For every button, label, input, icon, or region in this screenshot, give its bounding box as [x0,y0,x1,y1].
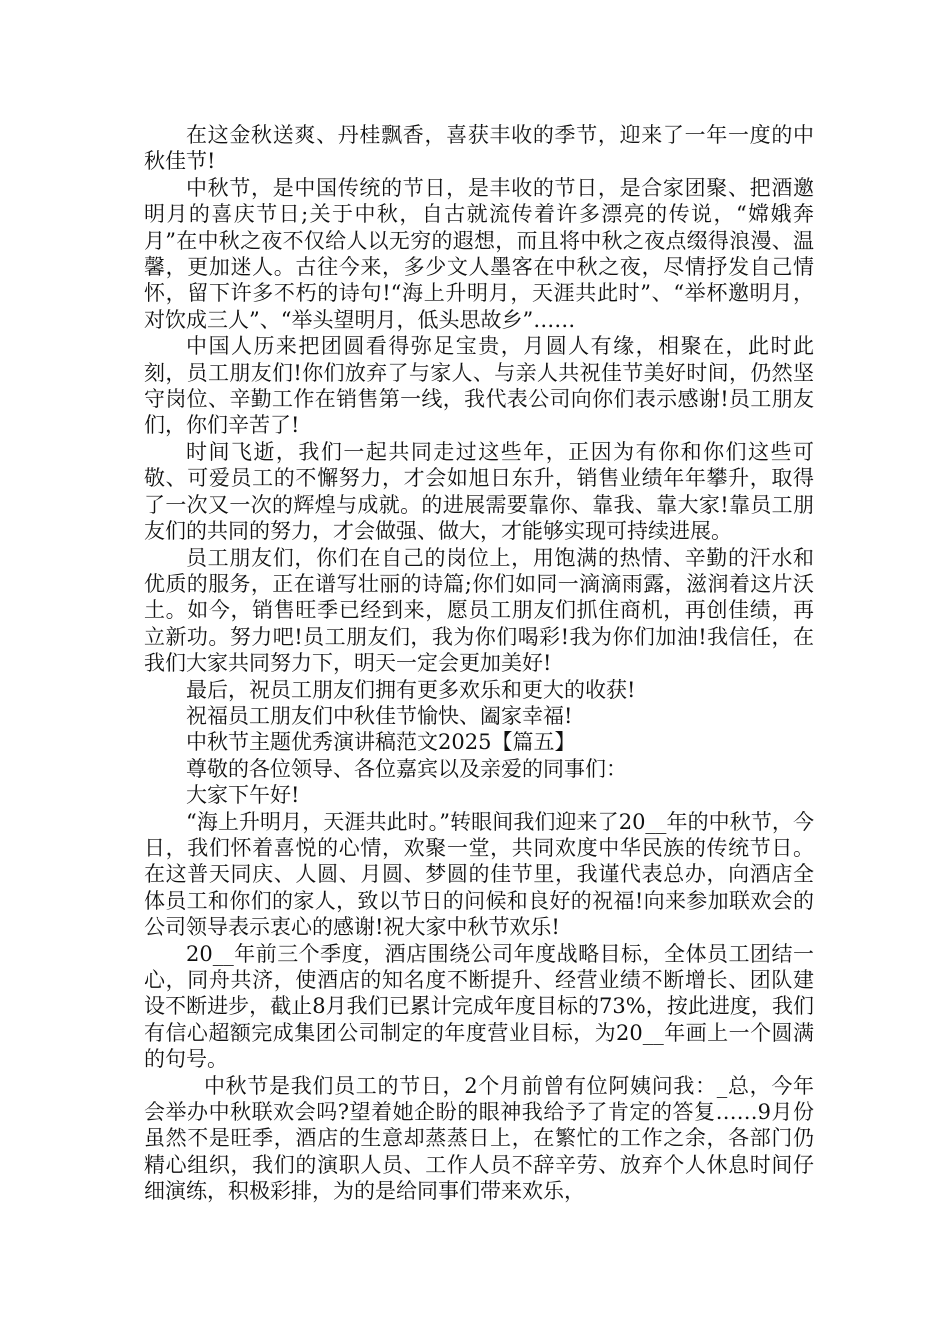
paragraph-salutation: 尊敬的各位领导、各位嘉宾以及亲爱的同事们： [186,756,627,781]
paragraph-opening: 在这金秋送爽、丹桂飘香，喜获丰收的季节，迎来了一年一度的中秋佳节! [144,123,814,174]
paragraph-achievements: 时间飞逝，我们一起共同走过这些年，正因为有你和你们这些可敬、可爱员工的不懈努力，才会如旭日东升，销售业绩年年攀升，取得了一次又一次的辉煌与成就。的进展需要靠你、靠我、靠大家!靠员工朋友们的共同的努力，才会做强、做大，才能够实现可持续进展。 [144,439,814,544]
paragraph-encouragement: 员工朋友们，你们在自己的岗位上，用饱满的热情、辛勤的汗水和优质的服务，正在谱写壮丽的诗篇;你们如同一滴滴雨露，滋润着这片沃土。如今，销售旺季已经到来，愿员工朋友们抓住商机，再创佳绩，再立新功。努力吧!员工朋友们，我为你们喝彩!我为你们加油!我信任，在我们大家共同努力下，明天一定会更加美好! [144,545,814,676]
paragraph-thanks-staff: 中国人历来把团圆看得弥足宝贵，月圆人有缘，相聚在，此时此刻，员工朋友们!你们放弃了与家人、与亲人共祝佳节美好时间，仍然坚守岗位、辛勤工作在销售第一线，我代表公司向你们表示感谢!员工朋友们，你们辛苦了! [144,334,814,438]
paragraph-mid-autumn-intro: 中秋节，是中国传统的节日，是丰收的节日，是合家团聚、把酒邀明月的喜庆节日;关于中秋，自古就流传着许多漂亮的传说，“嫦娥奔月”在中秋之夜不仅给人以无穷的遐想，而且将中秋之夜点缀得浪漫、温馨，更加迷人。古往今来，多少文人墨客在中秋之夜，尽情抒发自己情怀，留下许多不朽的诗句!“海上升明月，天涯共此时”、“举杯邀明月，对饮成三人”、“举头望明月，低头思故乡”…… [144,175,814,332]
paragraph-greeting: 大家下午好! [186,783,300,808]
paragraph-final-wishes: 最后，祝员工朋友们拥有更多欢乐和更大的收获! [186,677,636,702]
paragraph-staff-festival: 中秋节是我们员工的节日，2个月前曾有位阿姨问我：_总，今年会举办中秋联欢会吗?望着她企盼的眼神我给予了肯定的答复……9月份虽然不是旺季，酒店的生意却蒸蒸日上，在繁忙的工作之余，各部门仍精心组织，我们的演职人员、工作人员不辞辛劳、放弃个人休息时间仔细演练，积极彩排，为的是给同事们带来欢乐， [144,1073,814,1204]
paragraph-quarter-results: 20__年前三个季度，酒店围绕公司年度战略目标，全体员工团结一心，同舟共济，使酒店的知名度不断提升、经营业绩不断增长、团队建设不断进步，截止8月我们已累计完成年度目标的73%，按此进度，我们有信心超额完成集团公司制定的年度营业目标，为20__年画上一个圆满的句号。 [144,941,814,1072]
section-heading: 中秋节主题优秀演讲稿范文2025【篇五】 [186,730,576,755]
document-body [144,122,814,1205]
paragraph-blessing: 祝福员工朋友们中秋佳节愉快、阖家幸福! [186,703,573,728]
paragraph-festival-opening: “海上升明月，天涯共此时。”转眼间我们迎来了20__年的中秋节，今日，我们怀着喜悦的心情，欢聚一堂，共同欢度中华民族的传统节日。在这普天同庆、人圆、月圆、梦圆的佳节里，我谨代表总办，向酒店全体员工和你们的家人，致以节日的问候和良好的祝福!向来参加联欢会的公司领导表示衷心的感谢!祝大家中秋节欢乐! [144,809,814,940]
